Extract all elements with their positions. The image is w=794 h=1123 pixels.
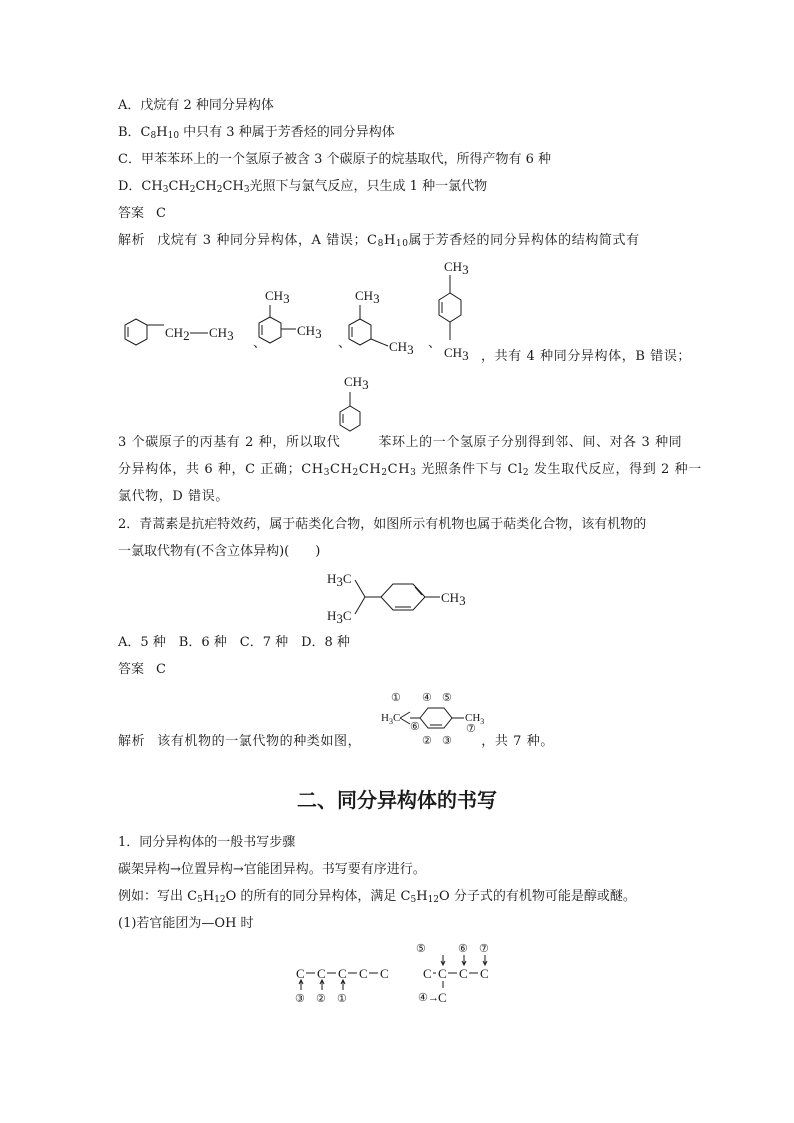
- svg-text:CH3: CH3: [355, 288, 380, 306]
- svg-text:⑥: ⑥: [410, 721, 420, 733]
- q1-option-d: D．$CH_3CH_2CH_2CH_3$光照下与氯气反应，只生成 1 种一氯代物: [118, 179, 488, 195]
- q1-analysis-line5: 氯代物，D 错误。: [118, 489, 229, 504]
- svg-text:CH3: CH3: [444, 259, 469, 277]
- svg-text:CH2: CH2: [165, 325, 190, 343]
- svg-text:CH3: $CH_3$: [465, 712, 485, 726]
- step-heading: 1．同分异构体的一般书写步骤: [118, 835, 296, 850]
- svg-text:⑤: ⑤: [416, 943, 426, 955]
- svg-text:、: 、: [338, 335, 352, 350]
- svg-text:CH3: CH3: [297, 323, 322, 341]
- q1-analysis-line3: 3 个碳原子的丙基有 2 种，所以取代 苯环上的一个氢原子分别得到邻、间、对各 3 种同: [118, 435, 683, 450]
- q1-option-c: C．甲苯苯环上的一个氢原子被含 3 个碳原子的烷基取代，所得产物有 6 种: [118, 152, 552, 167]
- svg-text:C: C: [359, 966, 368, 981]
- q2-options: A．5 种 B．6 种 C．7 种 D．8 种: [118, 635, 350, 650]
- svg-text:④: ④: [422, 692, 432, 704]
- svg-text:④: ④: [418, 992, 428, 1004]
- section-title: 二、同分异构体的书写: [297, 788, 497, 812]
- q1-analysis-line1: 解析 戊烷有 3 种同分异构体，A 错误；$C_8H_{10}$属于芳香烃的同分异构体的结构简式有: [118, 233, 640, 249]
- svg-text:①: ①: [391, 692, 401, 704]
- q1-answer: 答案 C: [118, 206, 166, 221]
- svg-text:CH3: CH3: [441, 590, 466, 608]
- svg-text:C: C: [480, 966, 489, 981]
- svg-text:C: C: [438, 990, 447, 1005]
- terpene-structure: [325, 562, 485, 632]
- example-text: 例如：写出 $C_5H_{12}O$ 的所有的同分异构体，满足 $C_5H_{12}O$ 分子式的有机物可能是醇或醚。: [118, 889, 636, 905]
- svg-text:C: C: [423, 966, 432, 981]
- svg-text:③: ③: [295, 993, 305, 1005]
- toluene-structure: [330, 372, 380, 442]
- q2-stem-line1: 2．青蒿素是抗疟特效药，属于萜类化合物，如图所示有机物也属于萜类化合物，该有机物的: [118, 517, 647, 532]
- svg-text:②: ②: [316, 993, 326, 1005]
- m-xylene-structure: [349, 288, 414, 357]
- branched-chain-skeleton: [416, 943, 489, 1005]
- svg-text:CH3: CH3: [209, 325, 234, 343]
- carbon-skeleton-diagrams: [290, 940, 520, 1005]
- q1-analysis-line4: 分异构体，共 6 种，C 正确；$CH_3CH_2CH_2CH_3$ 光照条件下与 $Cl_2$ 发生取代反应，得到 2 种一: [118, 462, 702, 478]
- svg-text:⑤: ⑤: [442, 692, 452, 704]
- svg-text:H3C: H3C: [327, 571, 352, 589]
- svg-text:C: C: [380, 966, 389, 981]
- step-order: 碳架异构→位置异构→官能团异构。书写要有序进行。: [118, 862, 426, 877]
- q2-analysis: 解析 该有机物的一氯代物的种类如图， ，共 7 种。: [118, 734, 554, 749]
- q2-answer: 答案 C: [118, 662, 166, 677]
- svg-text:⑦: ⑦: [466, 723, 476, 735]
- svg-text:CH3: CH3: [344, 374, 369, 392]
- svg-text:C: C: [438, 966, 447, 981]
- svg-text:H3C: $H_3C$: [381, 712, 401, 726]
- svg-text:CH3: CH3: [444, 345, 469, 363]
- svg-text:⑥: ⑥: [458, 943, 468, 955]
- q1-analysis-line2: ，共有 4 种同分异构体，B 错误；: [481, 349, 692, 364]
- svg-text:②: ②: [422, 735, 432, 747]
- svg-text:③: ③: [442, 735, 452, 747]
- svg-text:→: →: [428, 992, 439, 1004]
- svg-text:C: C: [338, 966, 347, 981]
- svg-text:C: C: [317, 966, 326, 981]
- o-xylene-structure: [259, 288, 322, 343]
- xylene-structures: [110, 255, 680, 390]
- svg-text:H3C: H3C: [327, 608, 352, 626]
- svg-text:C: C: [459, 966, 468, 981]
- p-xylene-structure: [439, 259, 469, 363]
- straight-chain-skeleton: [295, 966, 389, 1005]
- svg-text:CH3: CH3: [265, 288, 290, 306]
- svg-text:①: ①: [337, 993, 347, 1005]
- q1-option-a: A．戊烷有 2 种同分异构体: [118, 98, 274, 113]
- case1-label: (1)若官能团为—OH 时: [118, 916, 254, 931]
- q2-stem-line2: 一氯取代物有(不含立体异构)( ): [118, 544, 321, 559]
- svg-text:、: 、: [428, 335, 442, 350]
- ethylbenzene-structure: [125, 319, 234, 345]
- svg-text:C: C: [296, 966, 305, 981]
- svg-text:CH3: CH3: [389, 339, 414, 357]
- svg-text:、: 、: [253, 335, 267, 350]
- q1-option-b: B．$C_8H_{10}$ 中只有 3 种属于芳香烃的同分异构体: [118, 125, 395, 141]
- svg-text:⑦: ⑦: [479, 943, 489, 955]
